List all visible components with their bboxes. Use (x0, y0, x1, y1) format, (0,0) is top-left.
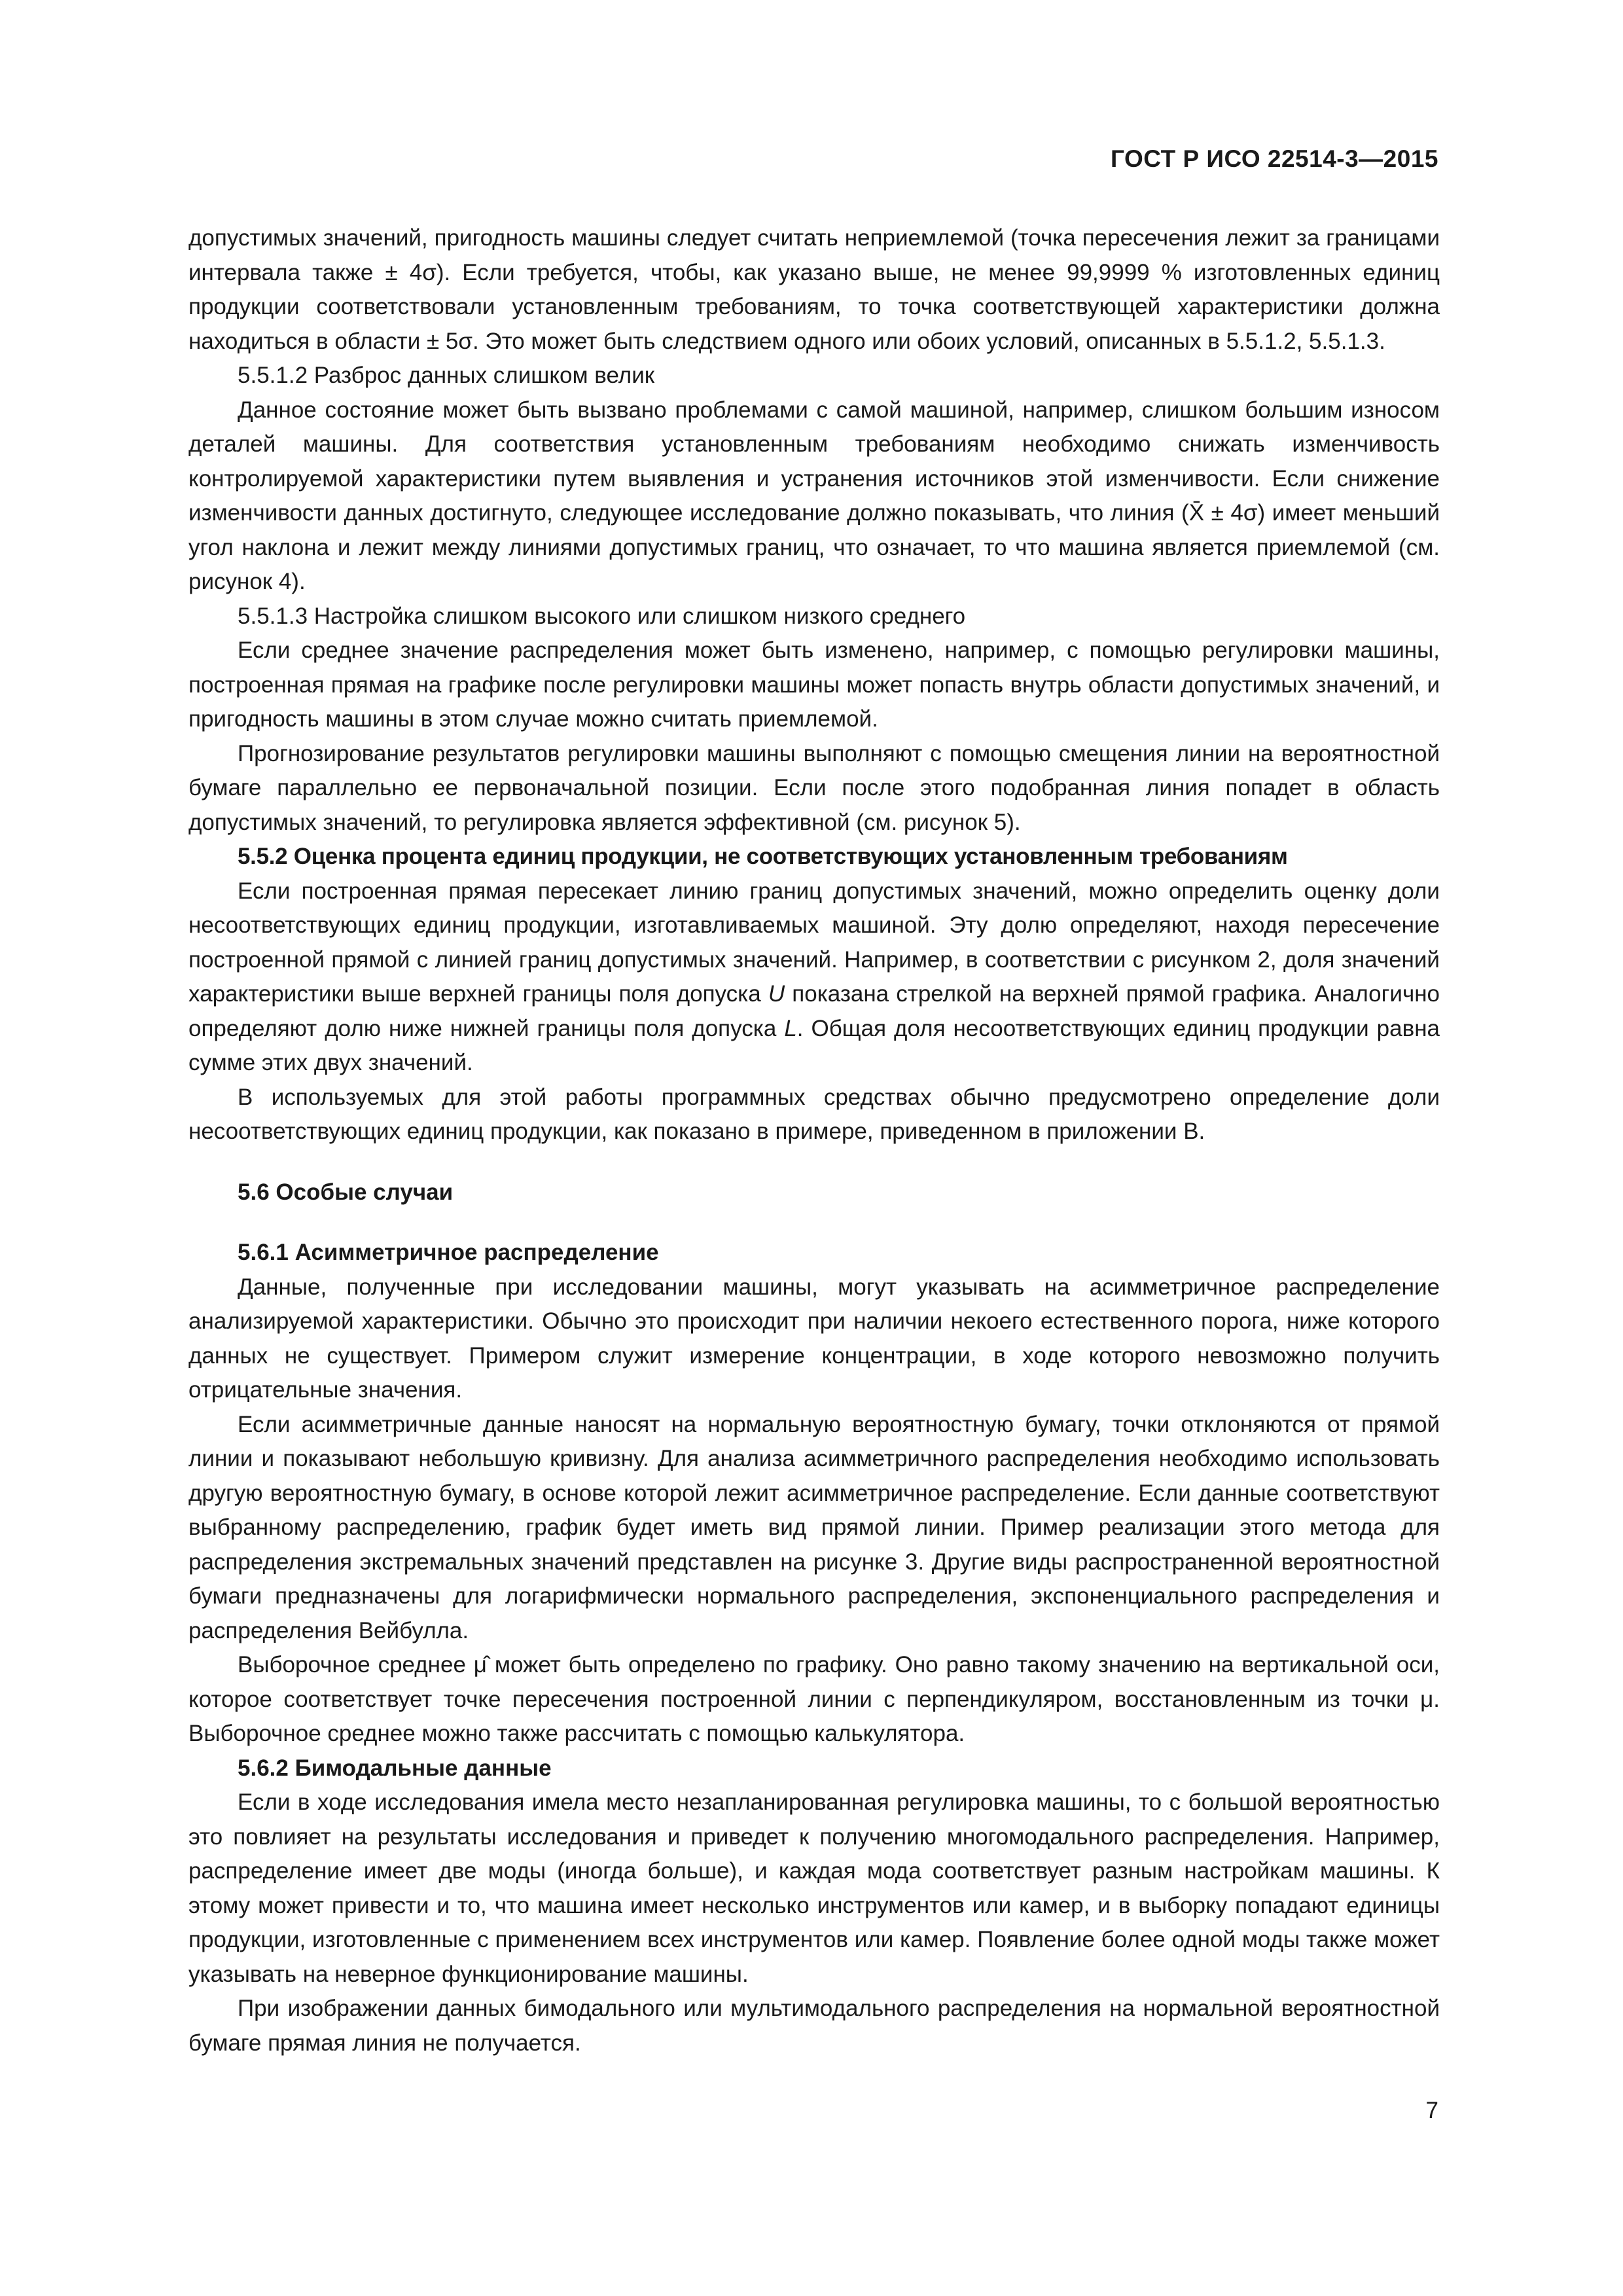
paragraph: Выборочное среднее μ̂ может быть определено по графику. Оно равно такому значению на вертикальной оси, которое соответствует точке пересечения построенной линии с перпендикуляром, восстановленным из точки μ. Выборочное среднее можно также рассчитать с помощью калькулятора. (188, 1652, 1440, 1746)
paragraph: Если среднее значение распределения может быть изменено, например, с помощью регулировки машины, построенная прямая на графике после регулировки машины может попасть внутрь области допустимых значений, и пригодность машины в этом случае можно считать приемлемой. (188, 637, 1440, 732)
upper-limit-symbol: U (768, 981, 785, 1007)
paragraph: При изображении данных бимодального или мультимодального распределения на нормальной вероятностной бумаге прямая линия не получается. (188, 1996, 1440, 2056)
subsection-heading-5-6-1: 5.6.1 Асимметричное распределение (238, 1240, 659, 1265)
page-number: 7 (1425, 2098, 1438, 2123)
paragraph: Прогнозирование результатов регулировки машины выполняют с помощью смещения линии на вероятностной бумаге параллельно ее первоначальной позиции. Если после этого подобранная линия попадет в область допустимых значений, то регулировка является эффективной (см. рисунок 5). (188, 740, 1440, 835)
paragraph-continuation: допустимых значений, пригодность машины следует считать неприемлемой (точка пересечения лежит за границами интервала также ± 4σ). Если требуется, чтобы, как указано выше, не менее 99,9999 % изготовленных единиц продукции соответствовали установленным требованиям, то точка соответствующей характеристики должна находиться в области ± 5σ. Это может быть следствием одного или обоих условий, описанных в 5.5.1.2, 5.5.1.3. (188, 225, 1440, 354)
paragraph-text: Если построенная прямая пересекает линию границ допустимых значений, можно определить оценку доли несоответствующих единиц продукции, изготавливаемых машиной. Эту долю определяют, находя пересечение построенной прямой с линией границ допустимых значений. Например, в соответствии с рисунком 2, доля значений характеристики выше верхней границы поля допуска (188, 878, 1440, 1007)
paragraph: Данное состояние может быть вызвано проблемами с самой машиной, например, слишком большим износом деталей машины. Для соответствия установленным требованиям необходимо снижать изменчивость контролируемой характеристики путем выявления и устранения источников этой изменчивости. Если снижение изменчивости данных достигнуто, следующее исследование должно показывать, что линия (X̄ ± 4σ) имеет меньший угол наклона и лежит между линиями допустимых границ, что означает, то что машина является приемлемой (см. рисунок 4). (188, 397, 1440, 594)
subsection-heading-5-6-2: 5.6.2 Бимодальные данные (238, 1755, 552, 1781)
section-heading-5-5-2: 5.5.2 Оценка процента единиц продукции, не соответствующих установленным требованиям (238, 844, 1288, 869)
document-body (188, 221, 1440, 2060)
paragraph: В используемых для этой работы программных средствах обычно предусмотрено определение доли несоответствующих единиц продукции, как показано в примере, приведенном в приложении В. (188, 1084, 1440, 1144)
lower-limit-symbol: L (784, 1015, 797, 1041)
section-heading-5-6: 5.6 Особые случаи (238, 1179, 454, 1205)
paragraph: Если в ходе исследования имела место незапланированная регулировка машины, то с большой вероятностью это повлияет на результаты исследования и приведет к получению многомодального распределения. Например, распределение имеет две моды (иногда больше), и каждая мода соответствует разным настройкам машины. К этому может привести и то, что машина имеет несколько инструментов или камер, и в выборку попадают единицы продукции, изготовленные с применением всех инструментов или камер. Появление более одной моды также может указывать на неверное функционирование машины. (188, 1789, 1440, 1987)
section-spacer (188, 1149, 1440, 1175)
subsection-heading-5-5-1-2: 5.5.1.2 Разброс данных слишком велик (238, 363, 655, 388)
paragraph: Данные, полученные при исследовании машины, могут указывать на асимметричное распределение анализируемой характеристики. Обычно это происходит при наличии некоего естественного порога, ниже которого данных не существует. Примером служит измерение концентрации, в ходе которого невозможно получить отрицательные значения. (188, 1274, 1440, 1403)
paragraph-text: показана стрелкой на верхней прямой графика. Аналогично определяют долю ниже нижней границы поля допуска (188, 981, 1440, 1041)
subsection-heading-5-5-1-3: 5.5.1.3 Настройка слишком высокого или слишком низкого среднего (238, 603, 966, 629)
paragraph-nonconforming-fraction (188, 874, 1440, 1081)
paragraph: Если асимметричные данные наносят на нормальную вероятностную бумагу, точки отклоняются от прямой линии и показывают небольшую кривизну. Для анализа асимметричного распределения необходимо использовать другую вероятностную бумагу, в основе которой лежит асимметричное распределение. Если данные соответствуют выбранному распределению, график будет иметь вид прямой линии. Пример реализации этого метода для распределения экстремальных значений представлен на рисунке 3. Другие виды распространенной вероятностной бумаги предназначены для логарифмически нормального распределения, экспоненциального распределения и распределения Вейбулла. (188, 1411, 1440, 1643)
paragraph-text: . Общая доля несоответствующих единиц продукции равна сумме этих двух значений. (188, 1015, 1440, 1075)
standard-id-header: ГОСТ Р ИСО 22514-3—2015 (1111, 145, 1438, 172)
section-spacer (188, 1210, 1440, 1236)
